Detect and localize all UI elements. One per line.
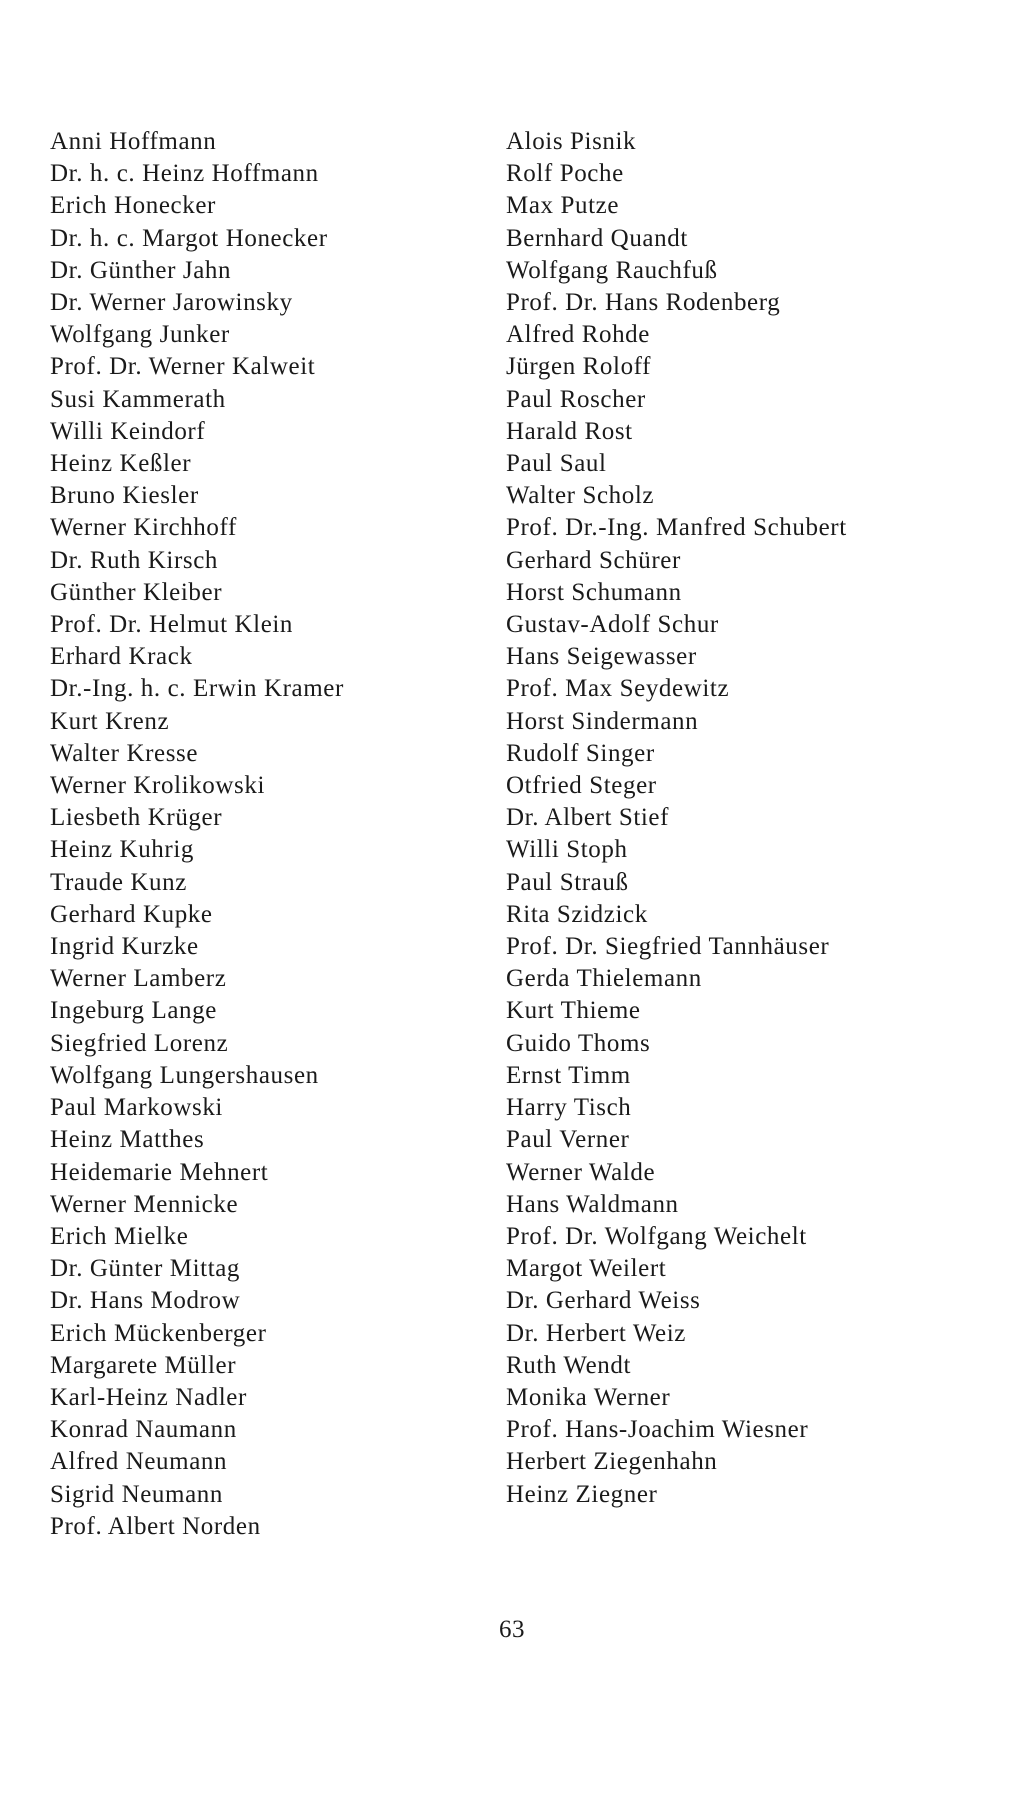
name-entry: Dr. Hans Modrow [50,1287,241,1315]
name-entry: Paul Markowski [50,1094,223,1122]
name-entry: Paul Strauß [506,868,629,896]
name-entry: Prof. Dr. Wolfgang Weichelt [506,1222,807,1250]
name-entry: Dr. Günter Mittag [50,1255,241,1283]
name-entry: Monika Werner [506,1383,671,1411]
name-entry: Ernst Timm [506,1061,631,1089]
name-entry: Harald Rost [506,417,633,445]
name-entry: Margarete Müller [50,1351,237,1379]
name-entry: Rudolf Singer [506,739,655,767]
name-entry: Harry Tisch [506,1094,632,1122]
name-entry: Konrad Naumann [50,1416,237,1444]
name-entry: Dr. Günther Jahn [50,256,232,284]
name-entry: Werner Krolikowski [50,772,265,800]
name-entry: Karl-Heinz Nadler [50,1383,247,1411]
name-entry: Ingeburg Lange [50,997,217,1025]
name-entry: Rolf Poche [506,160,624,188]
name-entry: Erich Mückenberger [50,1319,267,1347]
name-entry: Dr. h. c. Margot Honecker [50,224,328,252]
name-entry: Anni Hoffmann [50,128,217,155]
name-entry: Erich Honecker [50,192,216,220]
name-entry: Sigrid Neumann [50,1480,223,1508]
name-entry: Heinz Keßler [50,450,192,478]
name-entry: Erhard Krack [50,643,193,671]
name-entry: Max Putze [506,192,620,220]
name-entry: Horst Sindermann [506,707,699,735]
name-entry: Hans Seigewasser [506,643,697,671]
name-entry: Bruno Kiesler [50,482,199,510]
name-entry: Bernhard Quandt [506,224,688,252]
name-entry: Werner Walde [506,1158,656,1186]
name-entry: Heinz Ziegner [506,1480,658,1508]
name-entry: Gerhard Kupke [50,900,213,928]
name-entry: Liesbeth Krüger [50,804,223,832]
name-entry: Dr. h. c. Heinz Hoffmann [50,160,319,188]
names-column-right [506,126,847,1511]
name-entry: Prof. Dr. Siegfried Tannhäuser [506,933,830,961]
name-entry: Alfred Neumann [50,1448,228,1476]
name-entry: Ruth Wendt [506,1351,632,1379]
name-entry: Walter Kresse [50,739,199,767]
name-entry: Kurt Krenz [50,707,170,735]
name-entry: Dr. Albert Stief [506,804,670,832]
name-entry: Walter Scholz [506,482,655,510]
name-entry: Traude Kunz [50,868,187,896]
name-entry: Otfried Steger [506,772,657,800]
name-entry: Dr. Ruth Kirsch [50,546,219,574]
name-entry: Prof. Dr.-Ing. Manfred Schubert [506,514,847,542]
name-entry: Kurt Thieme [506,997,641,1025]
name-entry: Ingrid Kurzke [50,933,199,961]
name-entry: Gerda Thielemann [506,965,702,993]
name-entry: Dr. Werner Jarowinsky [50,289,293,317]
name-entry: Dr.-Ing. h. c. Erwin Kramer [50,675,344,703]
name-entry: Prof. Dr. Hans Rodenberg [506,289,781,317]
name-entry: Wolfgang Junker [50,321,230,349]
name-entry: Dr. Herbert Weiz [506,1319,686,1347]
name-entry: Paul Verner [506,1126,630,1154]
name-entry: Prof. Hans-Joachim Wiesner [506,1416,809,1444]
name-entry: Günther Kleiber [50,578,223,606]
name-entry: Prof. Albert Norden [50,1512,261,1540]
name-entry: Guido Thoms [506,1029,651,1057]
name-entry: Willi Stoph [506,836,628,864]
names-column-left [50,126,344,1543]
name-entry: Gustav-Adolf Schur [506,611,719,639]
name-entry: Dr. Gerhard Weiss [506,1287,701,1315]
page-number: 63 [499,1616,525,1643]
name-entry: Susi Kammerath [50,385,226,413]
name-entry: Paul Saul [506,450,607,478]
name-entry: Gerhard Schürer [506,546,681,574]
name-entry: Werner Mennicke [50,1190,239,1218]
name-entry: Siegfried Lorenz [50,1029,229,1057]
name-entry: Horst Schumann [506,578,682,606]
name-entry: Heidemarie Mehnert [50,1158,269,1186]
name-entry: Wolfgang Lungershausen [50,1061,319,1089]
name-entry: Heinz Kuhrig [50,836,194,864]
name-entry: Paul Roscher [506,385,646,413]
name-entry: Wolfgang Rauchfuß [506,256,718,284]
name-entry: Hans Waldmann [506,1190,679,1218]
name-entry: Werner Kirchhoff [50,514,237,542]
name-entry: Margot Weilert [506,1255,667,1283]
name-entry: Herbert Ziegenhahn [506,1448,718,1476]
name-entry: Alfred Rohde [506,321,650,349]
name-entry: Jürgen Roloff [506,353,652,381]
name-entry: Heinz Matthes [50,1126,205,1154]
name-entry: Alois Pisnik [506,128,637,155]
name-entry: Prof. Dr. Helmut Klein [50,611,294,639]
name-entry: Prof. Dr. Werner Kalweit [50,353,316,381]
name-entry: Rita Szidzick [506,900,648,928]
name-entry: Willi Keindorf [50,417,206,445]
name-entry: Werner Lamberz [50,965,227,993]
name-entry: Erich Mielke [50,1222,189,1250]
name-entry: Prof. Max Seydewitz [506,675,730,703]
